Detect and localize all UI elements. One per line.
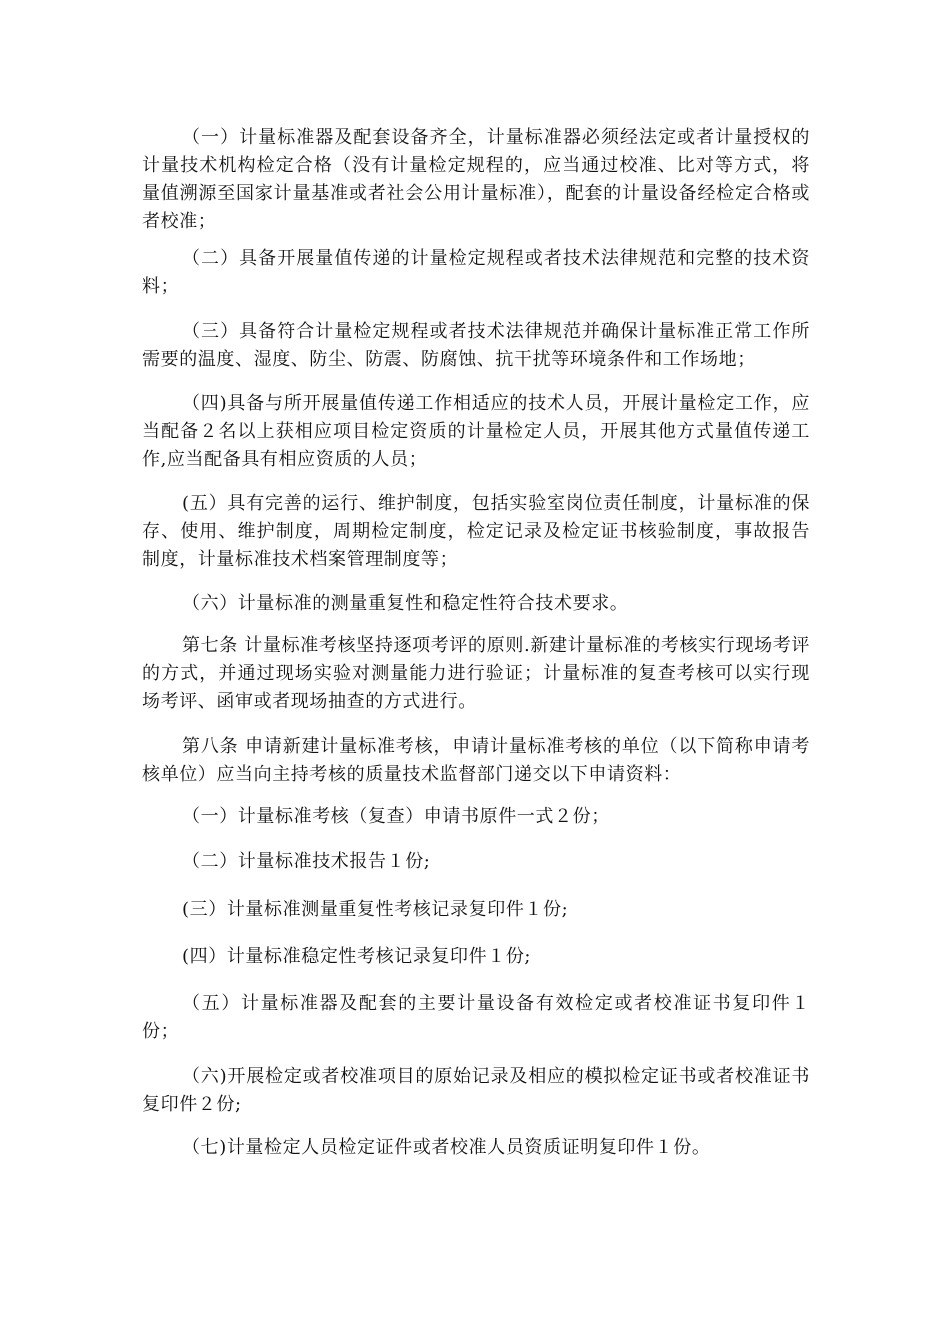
list-item-calibration-certificates: （五）计量标准器及配套的主要计量设备有效检定或者校准证书复印件１份； (142, 993, 810, 1042)
list-item-technical-report: （二）计量标准技术报告１份; (182, 851, 431, 872)
paragraph-item-2-regulations: （二）具备开展量值传递的计量检定规程或者技术法律规范和完整的技术资料； (142, 248, 810, 297)
paragraph-item-5-management-system: (五）具有完善的运行、维护制度，包括实验室岗位责任制度，计量标准的保存、使用、维护制度，周期检定制度，检定记录及检定证书核验制度，事故报告制度，计量标准技术档案管理制度等； (142, 493, 810, 570)
paragraph-item-6-repeatability: （六）计量标准的测量重复性和稳定性符合技术要求。 (182, 593, 629, 614)
list-item-stability-record: (四）计量标准稳定性考核记录复印件１份; (182, 946, 532, 967)
paragraph-item-1-equipment: （一）计量标准器及配套设备齐全，计量标准器必须经法定或者计量授权的计量技术机构检定合格（没有计量检定规程的，应当通过校准、比对等方式，将量值溯源至国家计量基准或者社会公用计量标准），配套的计量设备经检定合格或者校准； (142, 127, 810, 232)
list-item-repeatability-record: (三）计量标准测量重复性考核记录复印件１份; (182, 899, 569, 920)
paragraph-article-8: 第八条 申请新建计量标准考核，申请计量标准考核的单位（以下简称申请考核单位）应当向主持考核的质量技术监督部门递交以下申请资料： (142, 736, 810, 785)
paragraph-article-7: 第七条 计量标准考核坚持逐项考评的原则.新建计量标准的考核实行现场考评的方式，并通过现场实验对测量能力进行验证；计量标准的复查考核可以实行现场考评、函审或者现场抽查的方式进行。 (142, 635, 810, 712)
list-item-personnel-certificates: （七)计量检定人员检定证件或者校准人员资质证明复印件１份。 (182, 1137, 711, 1158)
list-item-application-form: （一）计量标准考核（复查）申请书原件一式２份； (182, 806, 610, 827)
paragraph-item-4-personnel: （四)具备与所开展量值传递工作相适应的技术人员，开展计量检定工作，应当配备２名以上获相应项目检定资质的计量检定人员，开展其他方式量值传递工作,应当配备具有相应资质的人员； (142, 393, 810, 470)
paragraph-item-3-environment: （三）具备符合计量检定规程或者技术法律规范并确保计量标准正常工作所需要的温度、湿度、防尘、防震、防腐蚀、抗干扰等环境条件和工作场地； (142, 321, 810, 370)
list-item-original-records: （六)开展检定或者校准项目的原始记录及相应的模拟检定证书或者校准证书复印件２份; (142, 1066, 810, 1115)
